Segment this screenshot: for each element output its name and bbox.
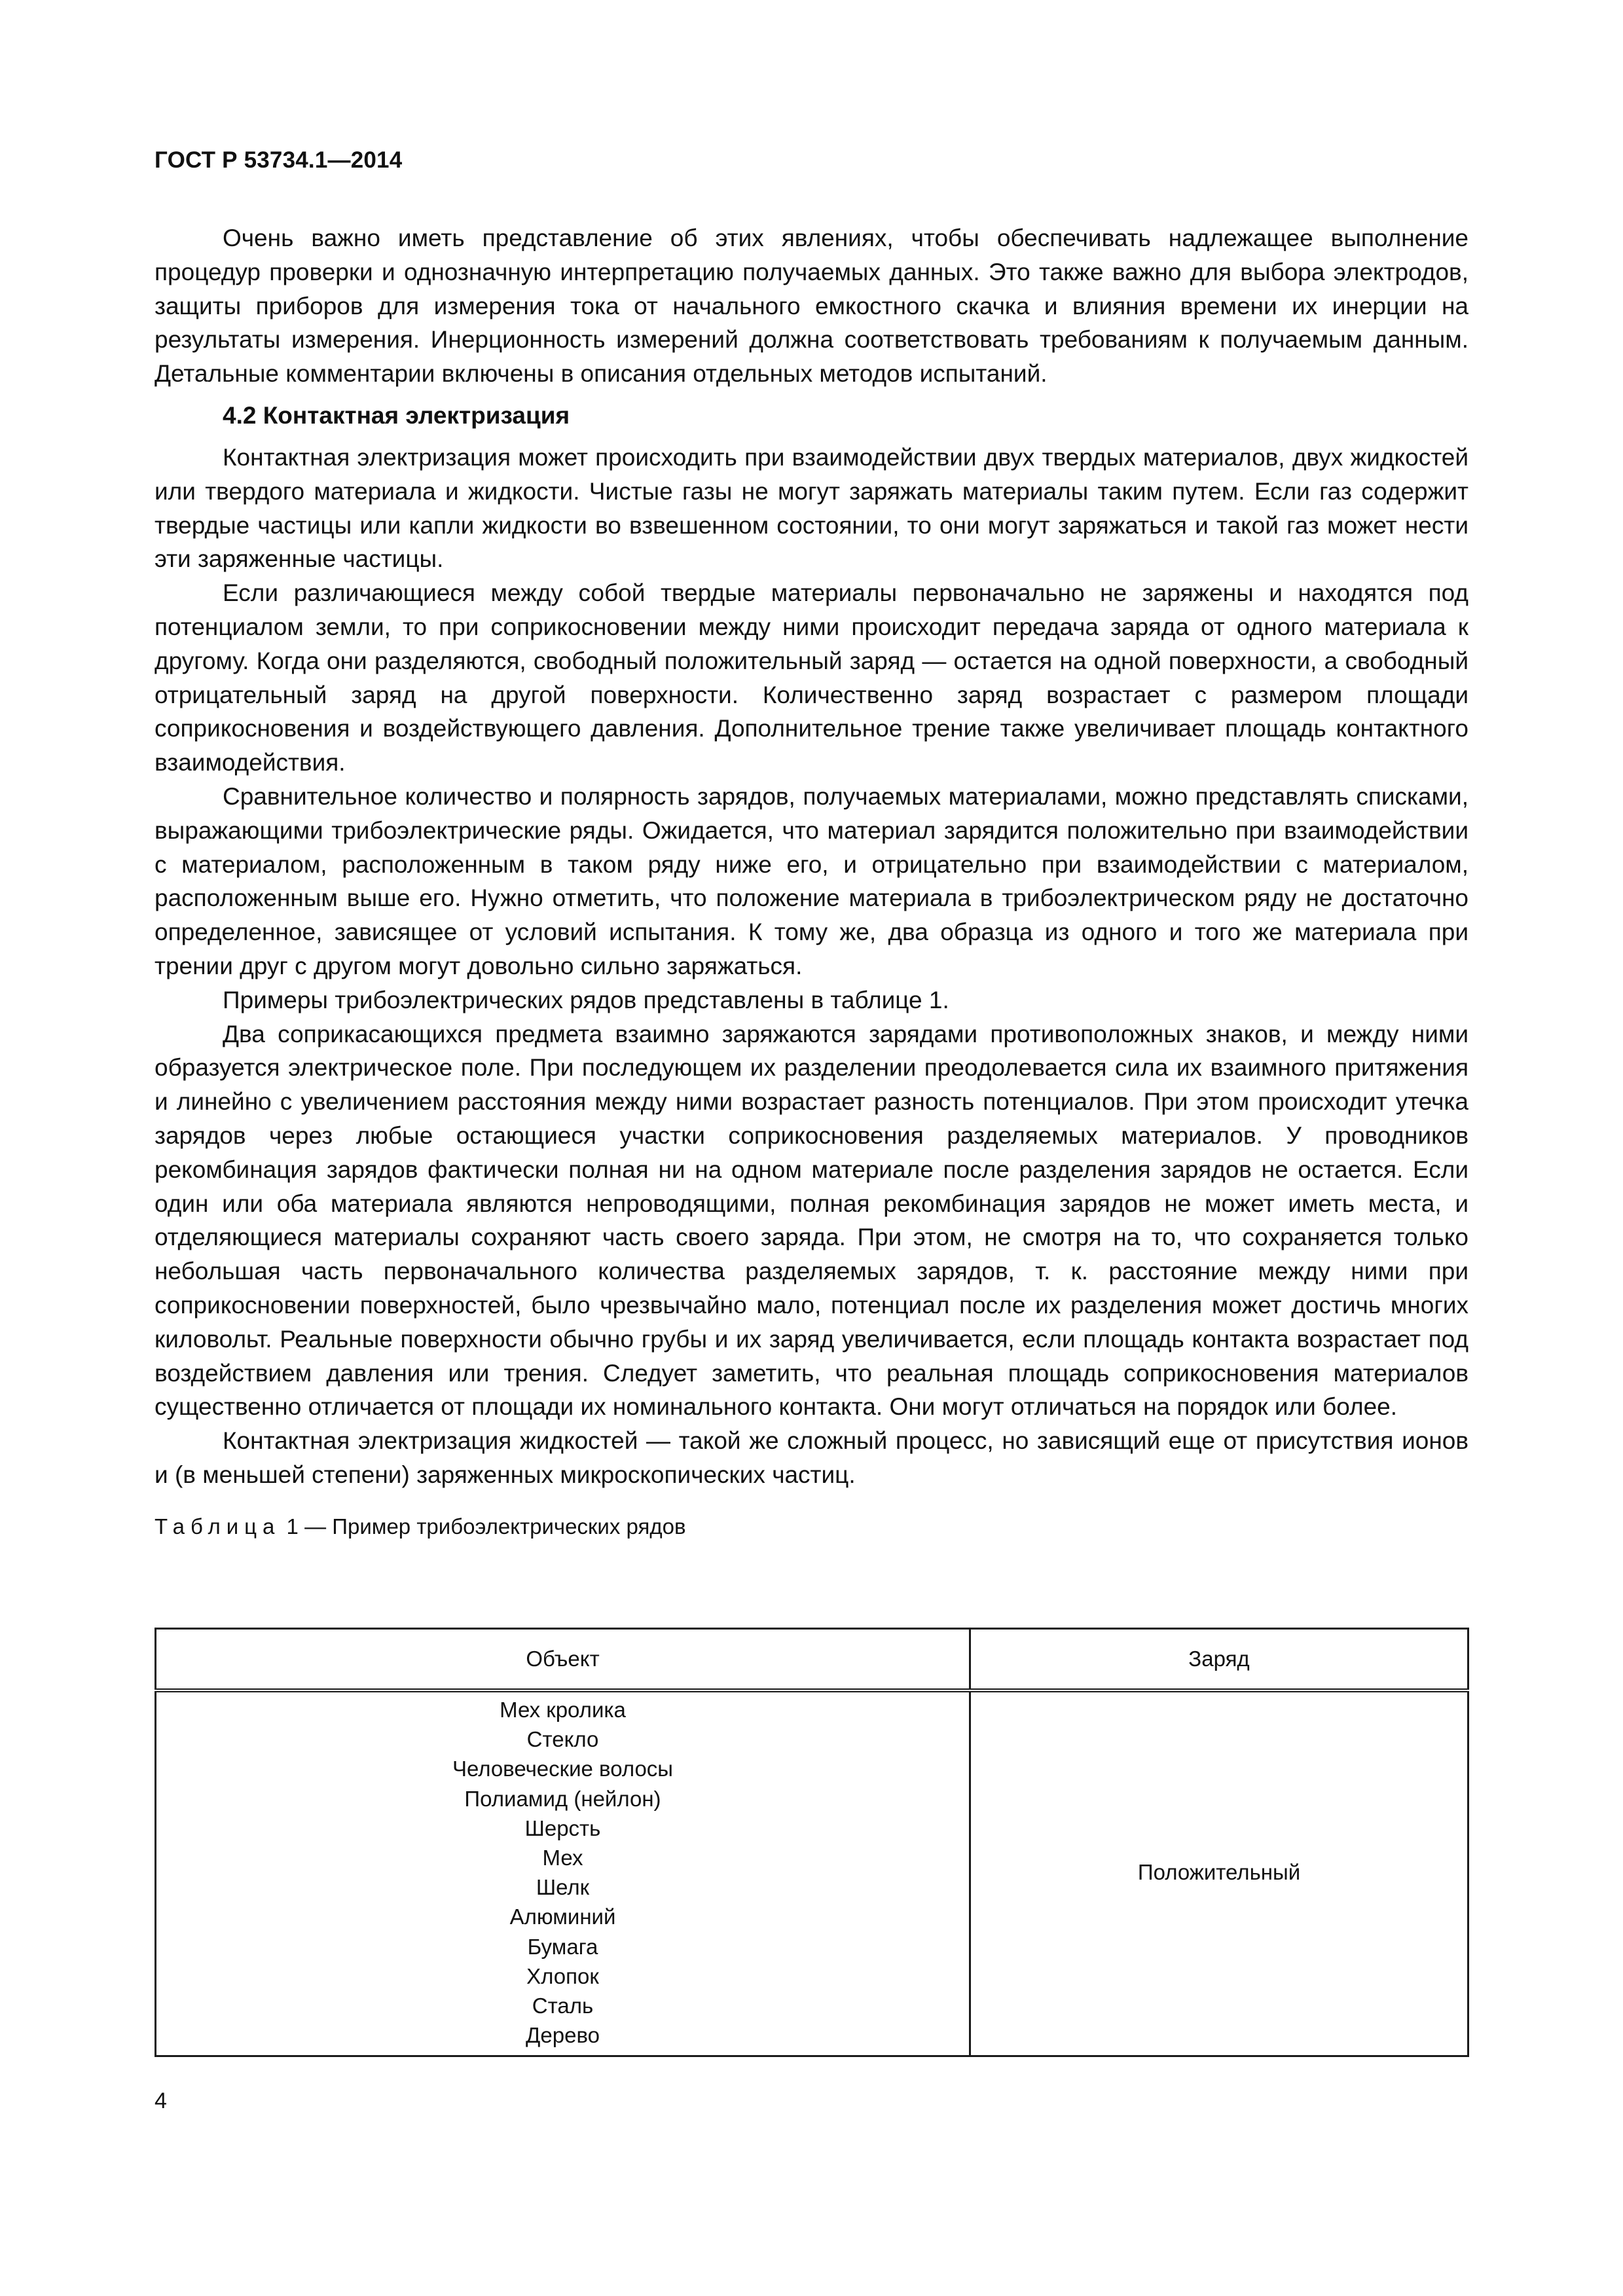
charge-cell: Положительный — [970, 1690, 1468, 2056]
object-list — [156, 1695, 969, 2050]
table-row — [156, 1690, 1468, 2056]
object-item: Шелк — [536, 1875, 590, 1900]
paragraph-2: Если различающиеся между собой твердые материалы первоначально не заряжены и находятся под потенциалом земли, то при соприкосновении между ними происходит передача заряда от одного материала к другому. Когда они разделяются, свободный положительный заряд — остается на одной поверхности, а свободный отрицательный заряд на другой поверхности. Количественно заряд возрастает с размером площади соприкосновения и воздействующего давления. Дополнительное трение также увеличивает площадь контактного взаимодействия. — [155, 579, 1468, 776]
object-item: Мех — [542, 1846, 583, 1870]
object-item: Алюминий — [509, 1904, 616, 1929]
column-header-object: Объект — [156, 1629, 970, 1691]
document-header: ГОСТ Р 53734.1—2014 — [155, 147, 403, 173]
object-cell — [156, 1690, 970, 2056]
triboelectric-table — [155, 1628, 1469, 2057]
paragraph-5: Два соприкасающихся предмета взаимно заряжаются зарядами противоположных знаков, и между ними образуется электрическое поле. При последующем их разделении преодолевается сила их взаимного притяжения и линейно с увеличением расстояния между ними возрастает разность потенциалов. При этом происходит утечка зарядов через любые остающиеся участки соприкосновения разделяемых материалов. У проводников рекомбинация зарядов фактически полная ни на одном материале после разделения зарядов не остается. Если один или оба материала являются непроводящими, полная рекомбинация зарядов не может иметь места, и отделяющиеся материалы сохраняют часть своего заряда. При этом, не смотря на то, что сохраняется только небольшая часть первоначального количества разделяемых зарядов, т. к. расстояние между ними при соприкосновении поверхностей, было чрезвычайно мало, потенциал после их разделения может достичь многих киловольт. Реальные поверхности обычно грубы и их заряд увеличивается, если площадь контакта возрастает под воздействием давления или трения. Следует заметить, что реальная площадь соприкосновения материалов существенно отличается от площади их номинального контакта. Они могут отличаться на порядок или более. — [155, 1020, 1468, 1421]
object-item: Стекло — [526, 1727, 599, 1752]
intro-paragraph: Очень важно иметь представление об этих явлениях, чтобы обеспечивать надлежащее выполнение процедур проверки и однозначную интерпретацию получаемых данных. Это также важно для выбора электродов, защиты приборов для измерения тока от начального емкостного скачка и влияния времени их инерции на результаты измерения. Инерционность измерений должна соответствовать требованиям к получаемым данным. Детальные комментарии включены в описания отдельных методов испытаний. — [155, 225, 1468, 388]
column-header-charge: Заряд — [970, 1629, 1468, 1691]
table-header-row — [156, 1629, 1468, 1691]
paragraph-1: Контактная электризация может происходить при взаимодействии двух твердых материалов, двух жидкостей или твердого материала и жидкости. Чистые газы не могут заряжать материалы таким путем. Если газ содержит твердые частицы или капли жидкости во взвешенном состоянии, то они могут заряжаться и такой газ может нести эти заряженные частицы. — [155, 443, 1468, 573]
document-body — [155, 221, 1468, 1542]
object-item: Дерево — [526, 2023, 600, 2048]
object-item: Бумага — [527, 1934, 598, 1959]
object-item: Человеческие волосы — [452, 1757, 674, 1781]
table-caption-text: 1 — Пример трибоэлектрических рядов — [280, 1514, 686, 1539]
paragraph-4: Примеры трибоэлектрических рядов представлены в таблице 1. — [223, 986, 949, 1013]
section-title: 4.2 Контактная электризация — [223, 401, 570, 429]
object-item: Шерсть — [524, 1815, 601, 1840]
object-item: Хлопок — [526, 1963, 599, 1988]
object-item: Полиамид (нейлон) — [464, 1786, 661, 1811]
table-caption-label: Таблица — [155, 1514, 281, 1539]
table-caption — [155, 1512, 1468, 1542]
paragraph-3: Сравнительное количество и полярность зарядов, получаемых материалами, можно представлять списками, выражающими трибоэлектрические ряды. Ожидается, что материал зарядится положительно при взаимодействии с материалом, расположенным в таком ряду ниже его, и отрицательно при взаимодействии с материалом, расположенным выше его. Нужно отметить, что положение материала в трибоэлектрическом ряду не достаточно определенное, зависящее от условий испытания. К тому же, два образца из одного и того же материала при трении друг с другом могут довольно сильно заряжаться. — [155, 782, 1468, 979]
object-item: Мех кролика — [500, 1698, 626, 1722]
object-item: Сталь — [532, 1994, 594, 2018]
page-number: 4 — [155, 2088, 167, 2113]
paragraph-6: Контактная электризация жидкостей — такой же сложный процесс, но зависящий еще от присутствия ионов и (в меньшей степени) заряженных микроскопических частиц. — [155, 1427, 1468, 1488]
